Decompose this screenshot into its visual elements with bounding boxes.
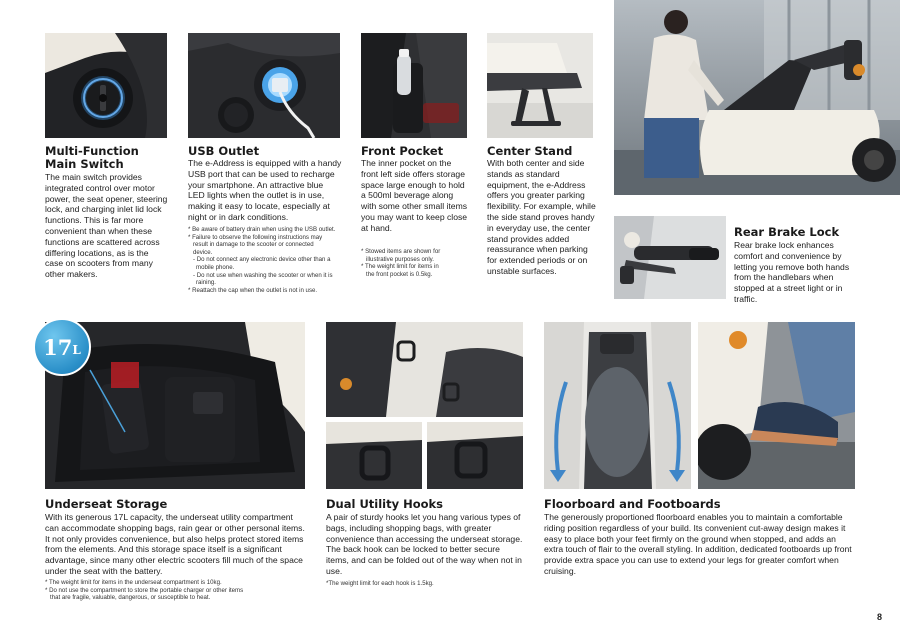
center-stand-photo <box>487 33 593 138</box>
page-number: 8 <box>876 612 882 622</box>
rear-brake-lock-description: Rear brake lock enhances comfort and convenience by letting you remove both hands from the handlebars when stopped at a street light or in traffic. <box>734 240 850 304</box>
front-pocket-photo <box>361 33 467 138</box>
main-switch-title: Multi-Function Main Switch <box>45 144 139 171</box>
utility-hooks-photo-right <box>427 422 523 489</box>
scooter-seat-photo <box>614 0 900 195</box>
capacity-badge <box>33 318 91 376</box>
utility-hooks-photo-left <box>326 422 422 489</box>
front-pocket-description: The inner pocket on the front left side offers storage space large enough to hold a 500ml beverage along with some other small items you may want to keep close at hand. <box>361 158 468 233</box>
main-switch-photo <box>45 33 167 138</box>
floorboard-photo <box>544 322 691 489</box>
usb-outlet-notes: * Be aware of battery drain when using the USB outlet. * Failure to observe the following instructions may result in damage to the scooter or connected device. - Do not connect any electronic device other than a mobile phone. - Do not use when washing the scooter or when it is raining. * Reattach the cap when the outlet is not in use. <box>188 226 336 294</box>
floorboard-description: The generously proportioned floorboard enables you to maintain a comfortable riding position regardless of your build. Its convenient cut-away design makes it easy to place both your feet firmly on the ground when stopped, and adds an extra touch of flair to the overall styling. In addition, dedicated footboards up front provide extra space you can use to extend your legs for greater comfort when cruising. <box>544 512 852 576</box>
footboard-photo <box>698 322 855 489</box>
front-pocket-title: Front Pocket <box>361 144 444 158</box>
center-stand-description: With both center and side stands as standard equipment, the e-Address offers you greater parking flexibility. For example, while the side stand proves handy in everyday use, the center stand provides added reassurance when parking for extended periods or on unstable surfaces. <box>487 158 596 276</box>
utility-hooks-title: Dual Utility Hooks <box>326 497 444 511</box>
capacity-badge-value: 17 <box>43 334 73 360</box>
usb-outlet-description: The e-Address is equipped with a handy USB port that can be used to recharge your smartphone. An attractive blue LED lights when the outlet is in use, making it easy to locate, especially at night or in dark conditions. <box>188 158 342 222</box>
center-stand-title: Center Stand <box>487 144 573 158</box>
underseat-storage-description: With its generous 17L capacity, the underseat utility compartment can accommodate shopping bags, rain gear or other personal items. It not only provides convenience, but also helps protect stored items from the elements. And this storage space itself is a significant advantage, since many other electric scooters fill much of the space under the seat with the battery. <box>45 512 305 576</box>
capacity-badge-unit: L <box>72 343 81 357</box>
floorboard-title: Floorboard and Footboards <box>544 497 721 511</box>
main-switch-description: The main switch provides integrated control over motor power, the seat opener, steering lock, and charging inlet lid lock functions. This is far more convenient than when these functions are scattered across differing locations, as is the case on scooters from many other makers. <box>45 172 168 280</box>
rear-brake-lock-title: Rear Brake Lock <box>734 225 840 239</box>
usb-outlet-title: USB Outlet <box>188 144 260 158</box>
underseat-storage-notes: * The weight limit for items in the underseat compartment is 10kg. * Do not use the compartment to store the portable charger or other items that are fragile, valuable, dangerous, or susceptible to heat. <box>45 579 244 602</box>
utility-hooks-note: *The weight limit for each hook is 1.5kg. <box>326 580 434 587</box>
utility-hooks-photo-main <box>326 322 523 417</box>
usb-outlet-photo <box>188 33 340 138</box>
utility-hooks-description: A pair of sturdy hooks let you hang various types of bags, including shopping bags, with greater convenience than accessing the underseat storage. The back hook can be locked to better secure items, and can be folded out of the way when not in use. <box>326 512 523 576</box>
front-pocket-notes: * Stowed items are shown for illustrative purposes only. * The weight limit for items in the front pocket is 0.5kg. <box>361 248 441 278</box>
rear-brake-lock-photo <box>614 216 726 299</box>
underseat-storage-title: Underseat Storage <box>45 497 168 511</box>
